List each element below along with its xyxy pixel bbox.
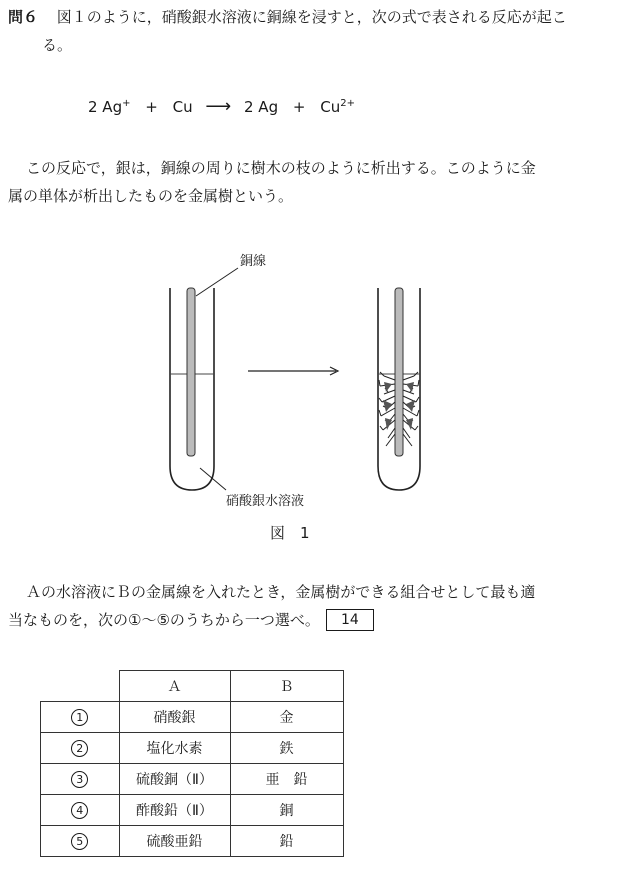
choice-number-4: 4: [71, 802, 88, 819]
eq-arrow: ⟶: [205, 96, 232, 117]
intro-line-2: る。: [42, 36, 73, 54]
intro-line-1: 図１のように，硝酸銀水溶液に銅線を浸すと，次の式で表される反応が起こ: [56, 8, 567, 26]
prompt-line-2: 当なものを，次の①～⑤のうちから一つ選べ。: [8, 611, 320, 629]
copper-wire-right: [395, 288, 403, 456]
choice-number-3: 3: [71, 771, 88, 788]
cell-a: 硝酸銀: [119, 702, 230, 733]
wire-label-leader: [196, 268, 238, 296]
header-a: Ａ: [119, 671, 230, 702]
eq-cu-charge: 2+: [340, 98, 355, 109]
choice-number-5: 5: [71, 833, 88, 850]
cell-b: 亜 鉛: [230, 764, 343, 795]
table-row[interactable]: [41, 733, 344, 764]
cell-b: 鉛: [230, 826, 343, 857]
table-row[interactable]: [41, 764, 344, 795]
choices-table: [40, 670, 344, 857]
choice-number-1: 1: [71, 709, 88, 726]
eq-plus-1: +: [145, 98, 158, 116]
table-row[interactable]: [41, 702, 344, 733]
right-test-tube: [378, 288, 420, 490]
cell-a: 塩化水素: [119, 733, 230, 764]
eq-plus-2: +: [292, 98, 306, 116]
prompt-line-1: Ａの水溶液にＢの金属線を入れたとき，金属樹ができる組合せとして最も適: [26, 583, 536, 601]
solution-label: 硝酸銀水溶液: [226, 494, 305, 509]
prompt-line-2-wrap: [8, 609, 374, 631]
answer-box[interactable]: 14: [326, 609, 374, 631]
copper-wire-left: [187, 288, 195, 456]
cell-a: 酢酸鉛（Ⅱ）: [119, 795, 230, 826]
header-b: Ｂ: [230, 671, 343, 702]
table-header-row: [41, 671, 344, 702]
figure-caption: 図 1: [270, 524, 310, 542]
cell-b: 鉄: [230, 733, 343, 764]
cell-b: 銅: [230, 795, 343, 826]
cell-a: 硫酸銅（Ⅱ）: [119, 764, 230, 795]
eq-ag-charge: +: [122, 98, 131, 109]
table-row[interactable]: [41, 795, 344, 826]
table-row[interactable]: [41, 826, 344, 857]
choice-number-2: 2: [71, 740, 88, 757]
cell-a: 硫酸亜鉛: [119, 826, 230, 857]
explanation-line-2: 属の単体が析出したものを金属樹という。: [8, 187, 294, 205]
eq-product-ag: 2 Ag: [244, 98, 279, 116]
eq-product-cu: Cu: [320, 98, 341, 116]
explanation-line-1: この反応で，銀は，銅線の周りに樹木の枝のように析出する。このように金: [26, 159, 536, 177]
eq-reactant-ag: 2 Ag: [88, 98, 123, 116]
table-corner: [41, 671, 120, 702]
left-test-tube: [170, 288, 214, 490]
cell-b: 金: [230, 702, 343, 733]
question-number: 問６: [8, 8, 39, 26]
wire-label: 銅線: [240, 254, 267, 269]
eq-reactant-cu: Cu: [172, 98, 193, 116]
